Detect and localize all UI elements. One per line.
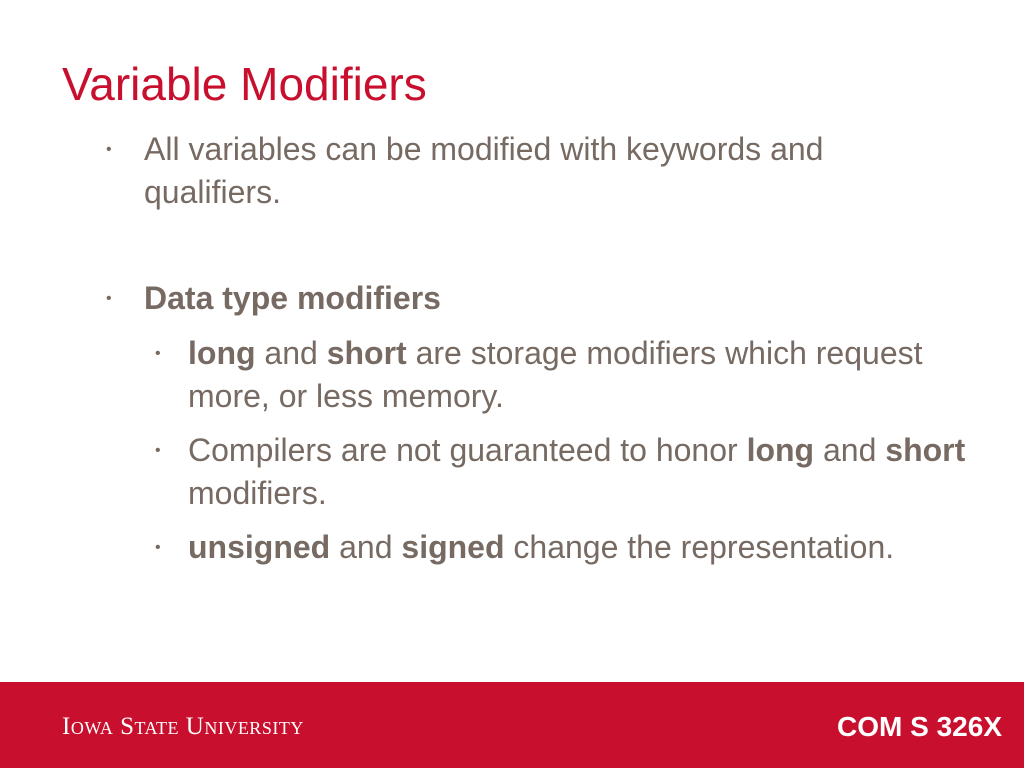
bullet-dot-icon: •	[155, 345, 161, 362]
sub-bullet-item	[155, 526, 968, 569]
bullet-dot-icon: •	[155, 539, 161, 556]
bullet-text: long and short are storage modifiers which request more, or less memory.	[188, 335, 923, 414]
bullet-text: All variables can be modified with keywords and qualifiers.	[144, 131, 824, 210]
course-code: COM S 326X	[837, 711, 1002, 742]
bullet-text: unsigned and signed change the representation.	[188, 529, 895, 565]
slide-title: Variable Modifiers	[62, 58, 427, 110]
sub-bullet-item	[155, 429, 968, 515]
university-logo: Iowa State University	[62, 713, 304, 740]
bullet-text: Compilers are not guaranteed to honor long and short modifiers.	[188, 432, 966, 511]
bullet-item	[106, 277, 964, 320]
bullet-item	[106, 128, 964, 214]
footer-bar	[0, 682, 1024, 768]
bullet-dot-icon: •	[106, 141, 112, 158]
sub-bullet-item	[155, 332, 968, 418]
bullet-dot-icon: •	[155, 442, 161, 459]
bullet-text: Data type modifiers	[144, 280, 441, 316]
bullet-dot-icon: •	[106, 290, 112, 307]
